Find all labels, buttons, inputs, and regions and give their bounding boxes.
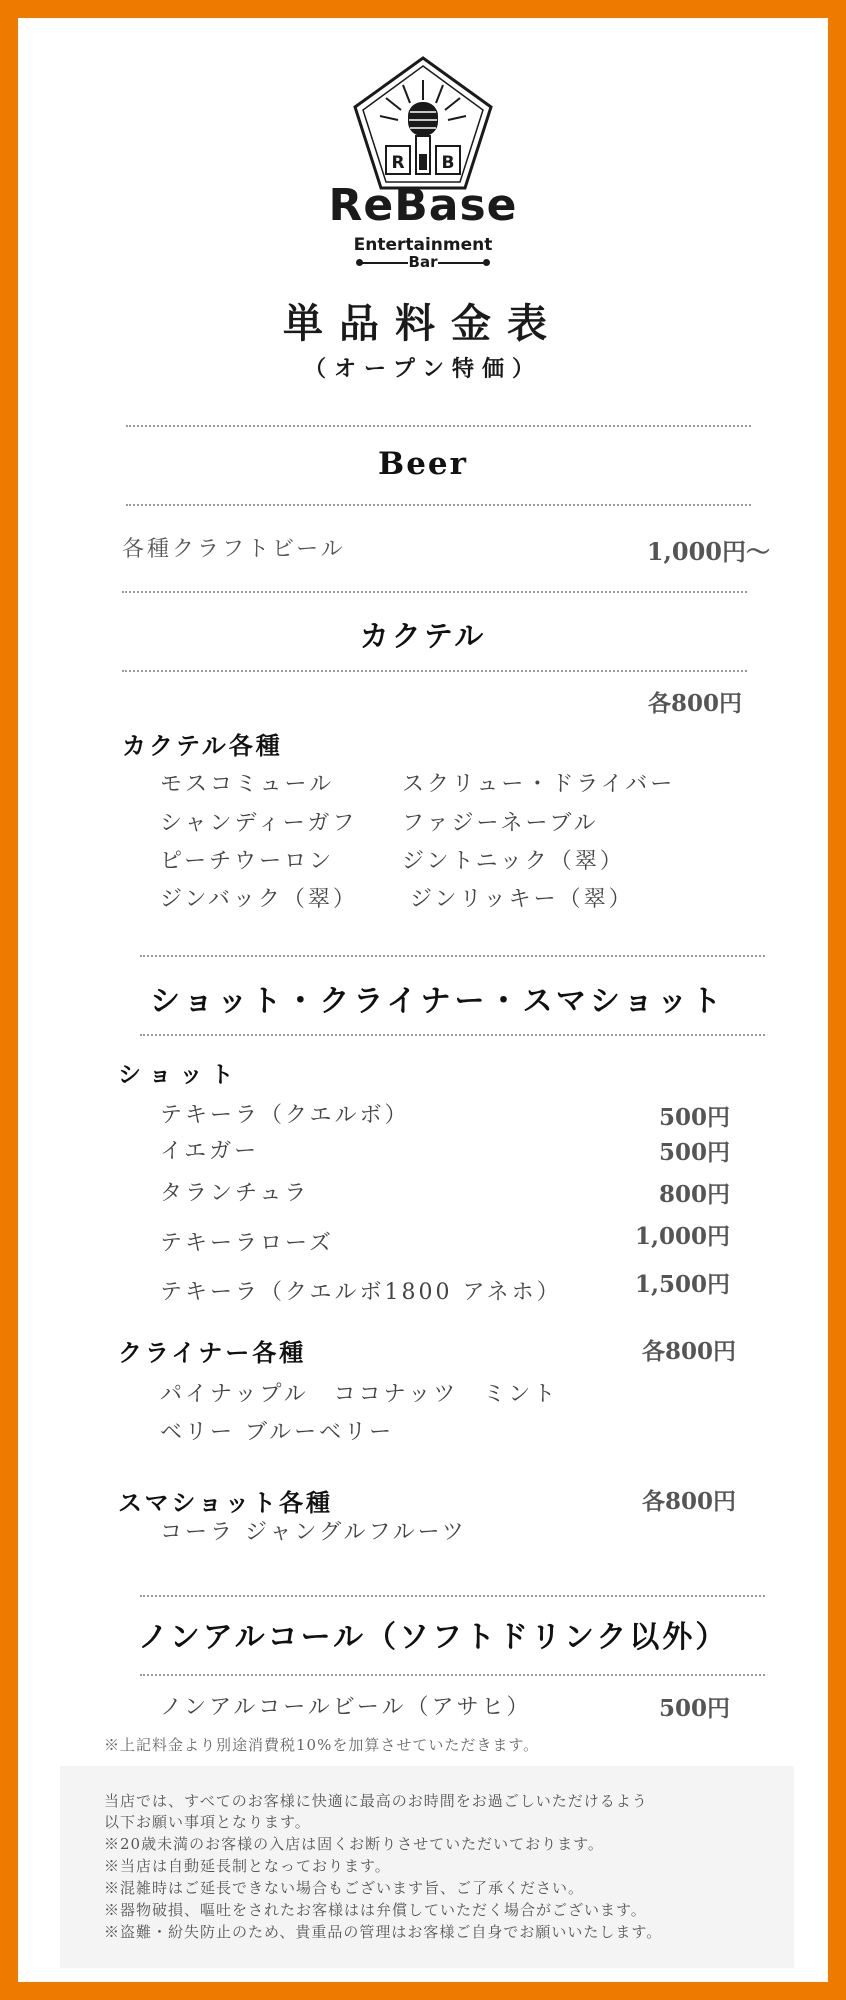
divider bbox=[140, 955, 765, 957]
page-title: 単品料金表 bbox=[283, 300, 563, 347]
cocktail-name: モスコミュール bbox=[160, 772, 335, 797]
beer-item-price: 1,000円〜 bbox=[646, 537, 770, 566]
notice-line: 以下お願い事項となります。 bbox=[104, 1813, 311, 1831]
shot-item-price: 1,500円 bbox=[634, 1271, 730, 1298]
shot-item-price: 800円 bbox=[658, 1181, 730, 1208]
shot-item-name: テキーラ（クエルボ1800 アネホ） bbox=[160, 1280, 562, 1305]
divider bbox=[140, 1595, 765, 1597]
divider bbox=[122, 591, 747, 593]
divider bbox=[140, 1034, 765, 1036]
brand-bar-label: Bar bbox=[408, 253, 438, 271]
notice-line: ※20歳未満のお客様の入店は固くお断りさせていただいております。 bbox=[104, 1835, 604, 1853]
page-subtitle: （オープン特価） bbox=[303, 356, 543, 382]
kleiner-price: 各800円 bbox=[641, 1338, 736, 1365]
section-beer-heading: Beer bbox=[378, 446, 468, 482]
notice-line: ※混雑時はご延長できない場合もございます旨、ご了承ください。 bbox=[104, 1879, 585, 1897]
shot-item-name: テキーラ（クエルボ） bbox=[160, 1103, 410, 1128]
shot-item-price: 500円 bbox=[658, 1139, 730, 1166]
pentagon-microphone-logo-icon bbox=[348, 50, 498, 200]
nonalcohol-item-price: 500円 bbox=[658, 1695, 730, 1722]
logo bbox=[348, 50, 498, 200]
cocktail-name: スクリュー・ドライバー bbox=[402, 772, 676, 797]
smashot-category-label: スマショット各種 bbox=[118, 1488, 334, 1517]
section-nonalcohol-heading: ノンアルコール（ソフトドリンク以外） bbox=[138, 1620, 729, 1655]
brand-name: ReBase bbox=[328, 180, 518, 231]
shot-item-name: タランチュラ bbox=[160, 1181, 310, 1206]
notice-box bbox=[60, 1766, 794, 1968]
kleiner-flavors-line1: パイナップル ココナッツ ミント bbox=[160, 1382, 559, 1407]
cocktail-name: ピーチウーロン bbox=[160, 849, 335, 874]
notice-line: ※器物破損、嘔吐をされたお客様はは弁償していただく場合がございます。 bbox=[104, 1901, 647, 1919]
bar-right-dot bbox=[483, 259, 490, 266]
divider bbox=[140, 1674, 765, 1676]
divider bbox=[126, 425, 751, 427]
cocktail-price: 各800円 bbox=[647, 690, 742, 717]
kleiner-category-label: クライナー各種 bbox=[118, 1338, 307, 1367]
bar-right-line bbox=[438, 262, 486, 264]
section-cocktail-heading: カクテル bbox=[359, 619, 487, 653]
beer-item-name: 各種クラフトビール bbox=[122, 537, 346, 562]
smashot-flavors: コーラ ジャングルフルーツ bbox=[160, 1520, 467, 1545]
cocktail-category-label: カクテル各種 bbox=[122, 731, 283, 760]
nonalcohol-item-name: ノンアルコールビール（アサヒ） bbox=[160, 1695, 532, 1720]
shot-item-name: イエガー bbox=[160, 1139, 260, 1164]
brand-subtitle: Entertainment bbox=[353, 235, 493, 255]
divider bbox=[126, 504, 751, 506]
cocktail-name: ファジーネーブル bbox=[402, 811, 599, 836]
cocktail-name: シャンディーガフ bbox=[160, 811, 358, 836]
cocktail-name: ジンバック（翠） bbox=[160, 887, 358, 912]
shot-category-label: ショット bbox=[118, 1061, 242, 1088]
notice-line: ※盗難・紛失防止のため、貴重品の管理はお客様ご自身でお願いいたします。 bbox=[104, 1923, 663, 1941]
shot-item-price: 1,000円 bbox=[634, 1223, 730, 1250]
notice-line: 当店では、すべてのお客様に快適に最高のお時間をお過ごしいただけるよう bbox=[104, 1792, 648, 1810]
shot-item-price: 500円 bbox=[658, 1104, 730, 1131]
smashot-price: 各800円 bbox=[641, 1488, 736, 1515]
cocktail-name: ジンリッキー（翠） bbox=[410, 887, 634, 912]
shot-item-name: テキーラローズ bbox=[160, 1231, 334, 1256]
divider bbox=[122, 670, 747, 672]
tax-note: ※上記料金より別途消費税10%を加算させていただきます。 bbox=[104, 1736, 540, 1754]
logo-letter-r: R bbox=[391, 153, 405, 173]
notice-line: ※当店は自動延長制となっております。 bbox=[104, 1857, 391, 1875]
section-shot-heading: ショット・クライナー・スマショット bbox=[150, 984, 726, 1019]
cocktail-name: ジントニック（翠） bbox=[402, 849, 625, 874]
logo-letter-b: B bbox=[441, 153, 455, 173]
kleiner-flavors-line2: ベリー ブルーベリー bbox=[160, 1420, 395, 1445]
